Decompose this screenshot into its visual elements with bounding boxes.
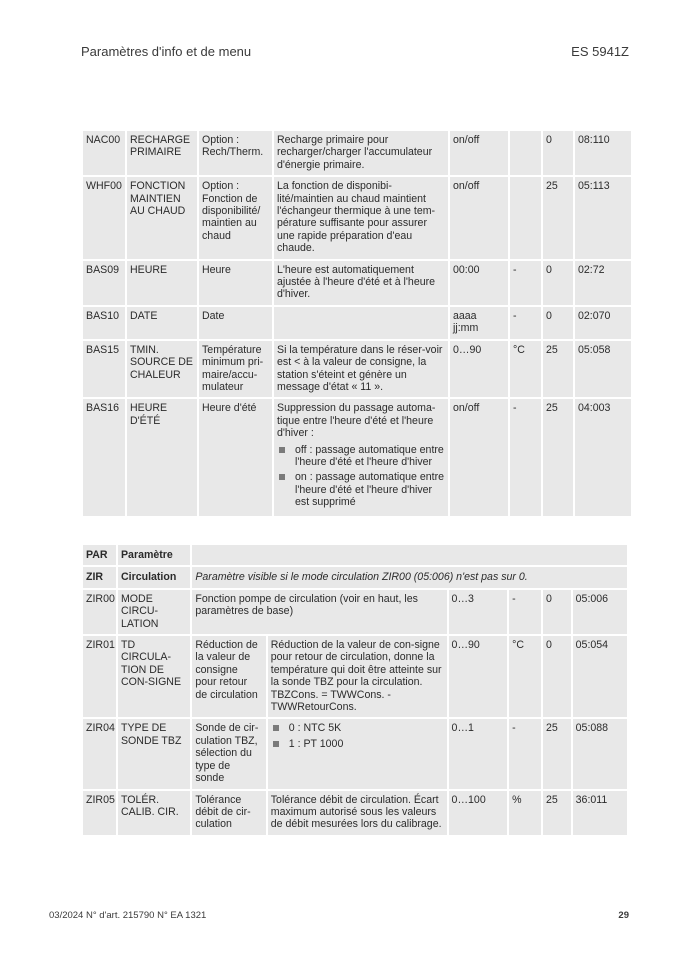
param-reference: 36:011 — [573, 791, 627, 835]
param-description: L'heure est automatiquement ajustée à l'heure d'été et à l'heure d'hiver. — [274, 261, 448, 305]
param-default: 0 — [543, 307, 573, 339]
param-reference: 04:003 — [575, 399, 631, 515]
param-default: 0 — [543, 590, 571, 634]
param-reference: 05:088 — [573, 719, 627, 788]
param-range: on/off — [450, 177, 508, 258]
param-default: 0 — [543, 636, 571, 717]
param-name: MODE CIRCU-LATION — [118, 590, 190, 634]
param-name: TYPE DE SONDE TBZ — [118, 719, 190, 788]
option-list — [271, 722, 443, 750]
param-label: Heure d'été — [199, 399, 272, 515]
param-description-cell — [274, 399, 448, 515]
param-label: Tolérance débit de cir-culation — [192, 791, 265, 835]
param-reference: 05:113 — [575, 177, 631, 258]
table-row — [83, 131, 631, 175]
param-unit: - — [509, 719, 541, 788]
param-label: Sonde de cir-culation TBZ, sélection du type de sonde — [192, 719, 265, 788]
param-unit: - — [510, 261, 541, 305]
param-code: BAS09 — [83, 261, 125, 305]
page-number: 29 — [618, 910, 629, 921]
footer-article-info: 03/2024 N° d'art. 215790 N° EA 1321 — [49, 910, 207, 921]
param-code: ZIR00 — [83, 590, 116, 634]
option-item: 1 : PT 1000 — [271, 738, 443, 750]
param-default: 25 — [543, 791, 571, 835]
header-parameter: Paramètre — [118, 545, 190, 565]
param-code: ZIR01 — [83, 636, 116, 717]
param-name: TOLÉR. CALIB. CIR. — [118, 791, 190, 835]
param-unit: - — [510, 399, 541, 515]
param-default: 0 — [543, 131, 573, 175]
table-row — [83, 719, 627, 788]
header-par: PAR — [83, 545, 116, 565]
page-header-title: Paramètres d'info et de menu — [81, 44, 252, 59]
param-default: 0 — [543, 261, 573, 305]
param-name: HEURE — [127, 261, 197, 305]
param-reference: 02:070 — [575, 307, 631, 339]
param-range: 0…90 — [450, 341, 508, 398]
table-row — [83, 399, 631, 515]
parameter-table-circulation — [81, 543, 629, 837]
param-code: WHF00 — [83, 177, 125, 258]
param-description: La fonction de disponibi-lité/maintien au chaud maintient l'échangeur thermique à une tem-pérature suffisante pour assurer une rapide préparation d'eau chaude. — [274, 177, 448, 258]
param-default: 25 — [543, 177, 573, 258]
param-code: NAC00 — [83, 131, 125, 175]
param-unit: - — [509, 590, 541, 634]
param-code: BAS15 — [83, 341, 125, 398]
param-label: Réduction de la valeur de consigne pour retour de circulation — [192, 636, 265, 717]
param-default: 25 — [543, 341, 573, 398]
param-unit: % — [509, 791, 541, 835]
param-unit — [510, 131, 541, 175]
table-row — [83, 636, 627, 717]
section-row — [83, 567, 627, 587]
table-row — [83, 791, 627, 835]
param-reference: 05:054 — [573, 636, 627, 717]
param-name: DATE — [127, 307, 197, 339]
parameter-table-basic — [81, 129, 633, 518]
param-description: Réduction de la valeur de con-signe pour retour de circulation, donne la température qui doit être atteinte sur la sonde TBZ pour la circulation. TBZCons. = TWWCons. - TWWRetourCons. — [268, 636, 447, 717]
param-description: Recharge primaire pour recharger/charger l'accumulateur d'énergie primaire. — [274, 131, 448, 175]
param-unit — [510, 177, 541, 258]
section-note: Paramètre visible si le mode circulation ZIR00 (05:006) n'est pas sur 0. — [192, 567, 627, 587]
param-range: on/off — [450, 131, 508, 175]
param-name: FONCTION MAINTIEN AU CHAUD — [127, 177, 197, 258]
param-range: on/off — [450, 399, 508, 515]
param-description: Fonction pompe de circulation (voir en haut, les paramètres de base) — [192, 590, 446, 634]
param-code: ZIR05 — [83, 791, 116, 835]
section-code: ZIR — [83, 567, 116, 587]
param-range: 0…100 — [449, 791, 508, 835]
param-unit: °C — [509, 636, 541, 717]
param-name: HEURE D'ÉTÉ — [127, 399, 197, 515]
param-description-cell — [268, 719, 447, 788]
header-empty — [192, 545, 627, 565]
param-range: 00:00 — [450, 261, 508, 305]
param-range: 0…90 — [449, 636, 508, 717]
param-label: Option : Fonction de disponibilité/ maintien au chaud — [199, 177, 272, 258]
param-reference: 05:058 — [575, 341, 631, 398]
param-reference: 08:110 — [575, 131, 631, 175]
param-label: Heure — [199, 261, 272, 305]
param-code: BAS10 — [83, 307, 125, 339]
table-row — [83, 590, 627, 634]
page-header-model: ES 5941Z — [571, 44, 629, 59]
param-unit: °C — [510, 341, 541, 398]
param-code: ZIR04 — [83, 719, 116, 788]
option-item: off : passage automatique entre l'heure d'été et l'heure d'hiver — [277, 444, 444, 469]
param-name: TMIN. SOURCE DE CHALEUR — [127, 341, 197, 398]
param-default: 25 — [543, 399, 573, 515]
option-item: on : passage automatique entre l'heure d'été et l'heure d'hiver est supprimé — [277, 471, 444, 508]
param-label: Option : Rech/Therm. — [199, 131, 272, 175]
param-range: aaaa jj:mm — [450, 307, 508, 339]
param-unit: - — [510, 307, 541, 339]
param-range: 0…1 — [449, 719, 508, 788]
table-row — [83, 261, 631, 305]
param-description — [274, 307, 448, 339]
param-reference: 02:72 — [575, 261, 631, 305]
param-description: Suppression du passage automa-tique entre l'heure d'été et l'heure d'hiver : — [277, 402, 436, 440]
option-list — [277, 444, 444, 509]
param-label: Date — [199, 307, 272, 339]
table-row — [83, 341, 631, 398]
table-row — [83, 177, 631, 258]
section-title: Circulation — [118, 567, 190, 587]
param-name: RECHARGE PRIMAIRE — [127, 131, 197, 175]
param-label: Température minimum pri-maire/accu-mulateur — [199, 341, 272, 398]
param-reference: 05:006 — [573, 590, 627, 634]
param-default: 25 — [543, 719, 571, 788]
option-item: 0 : NTC 5K — [271, 722, 443, 734]
param-description: Tolérance débit de circulation. Écart maximum autorisé sous les valeurs de débit mesurées lors du calibrage. — [268, 791, 447, 835]
param-description: Si la température dans le réser-voir est < à la valeur de consigne, la station s'éteint et génère un message d'état « 11 ». — [274, 341, 448, 398]
param-code: BAS16 — [83, 399, 125, 515]
param-range: 0…3 — [449, 590, 508, 634]
table-row — [83, 307, 631, 339]
table-header-row — [83, 545, 627, 565]
param-name: TD CIRCULA-TION DE CON-SIGNE — [118, 636, 190, 717]
